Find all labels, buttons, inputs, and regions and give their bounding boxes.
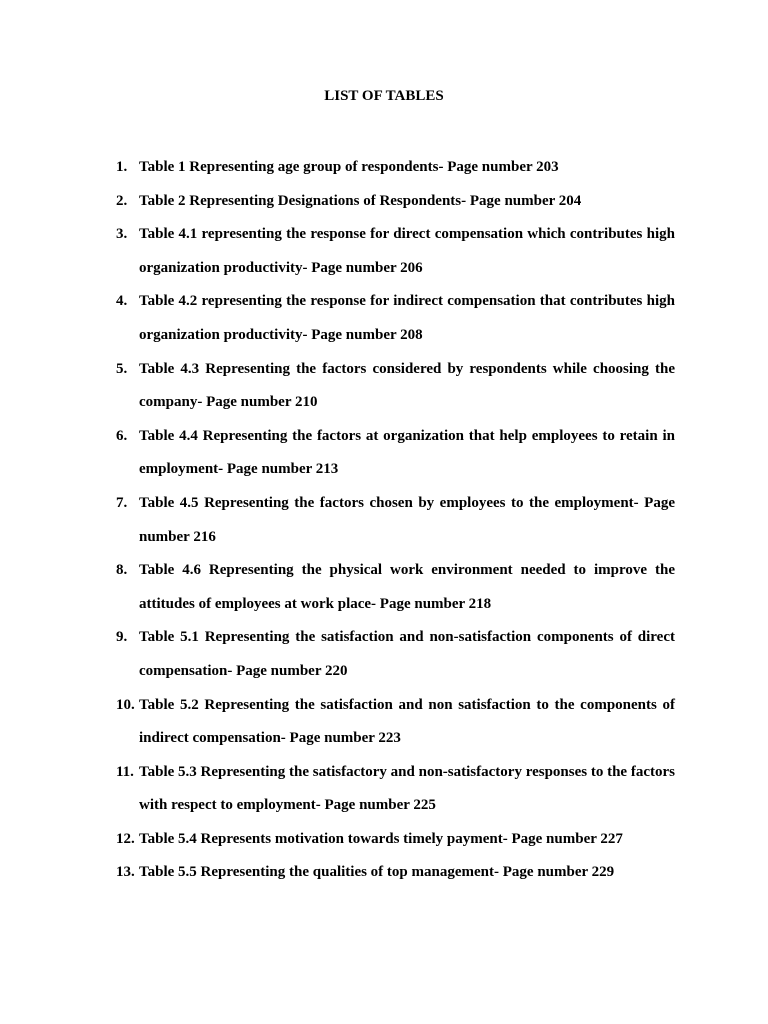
list-item-text: Table 4.3 Representing the factors considered by respondents while choosing the company- Page number 210 bbox=[139, 360, 675, 411]
list-item-number: 2. bbox=[116, 192, 128, 209]
list-item bbox=[116, 689, 675, 756]
list-item-number: 12. bbox=[116, 830, 135, 847]
list-item-text: Table 5.5 Representing the qualities of top management- Page number 229 bbox=[139, 864, 615, 881]
list-item-text: Table 5.3 Representing the satisfactory and non-satisfactory responses to the factors with respect to employment- Page number 225 bbox=[139, 763, 675, 814]
list-item-text: Table 4.1 representing the response for direct compensation which contributes high organization productivity- Page number 206 bbox=[139, 226, 675, 276]
list-item-number: 3. bbox=[116, 226, 128, 243]
list-item bbox=[116, 185, 675, 219]
list-item bbox=[116, 420, 675, 487]
page-title: LIST OF TABLES bbox=[324, 88, 444, 104]
list-item-number: 1. bbox=[116, 159, 128, 175]
list-item-text: Table 4.4 Representing the factors at organization that help employees to retain in employment- Page number 213 bbox=[139, 427, 675, 478]
list-item bbox=[116, 487, 675, 554]
list-item-number: 5. bbox=[116, 360, 128, 377]
list-item-number: 10. bbox=[116, 696, 135, 713]
list-item bbox=[116, 285, 675, 352]
list-item bbox=[116, 856, 675, 890]
list-item-number: 9. bbox=[116, 629, 128, 646]
list-item-number: 6. bbox=[116, 427, 128, 444]
list-item bbox=[116, 554, 675, 621]
list-item bbox=[116, 756, 675, 823]
list-item bbox=[116, 353, 675, 420]
list-item-text: Table 5.4 Represents motivation towards timely payment- Page number 227 bbox=[139, 830, 623, 847]
tables-list bbox=[116, 151, 675, 890]
list-item-text: Table 4.2 representing the response for indirect compensation that contributes high organization productivity- Page number 208 bbox=[139, 293, 675, 343]
list-item-number: 8. bbox=[116, 562, 128, 579]
list-item bbox=[116, 823, 675, 857]
list-item-text: Table 4.5 Representing the factors chosen by employees to the employment- Page number 216 bbox=[139, 494, 675, 545]
list-item-text: Table 2 Representing Designations of Respondents- Page number 204 bbox=[139, 192, 582, 209]
list-item bbox=[116, 151, 675, 185]
list-item-number: 4. bbox=[116, 293, 128, 310]
list-item-text: Table 5.1 Representing the satisfaction and non-satisfaction components of direct compensation- Page number 220 bbox=[139, 629, 675, 679]
list-item bbox=[116, 218, 675, 285]
list-item-text: Table 1 Representing age group of respondents- Page number 203 bbox=[139, 159, 559, 175]
list-item bbox=[116, 621, 675, 688]
list-item-number: 11. bbox=[116, 763, 134, 780]
list-item-text: Table 5.2 Representing the satisfaction and non satisfaction to the components of indirect compensation- Page number 223 bbox=[139, 696, 675, 747]
list-item-number: 7. bbox=[116, 494, 128, 511]
list-item-number: 13. bbox=[116, 864, 135, 881]
list-item-text: Table 4.6 Representing the physical work environment needed to improve the attitudes of employees at work place- Page number 218 bbox=[139, 562, 675, 612]
